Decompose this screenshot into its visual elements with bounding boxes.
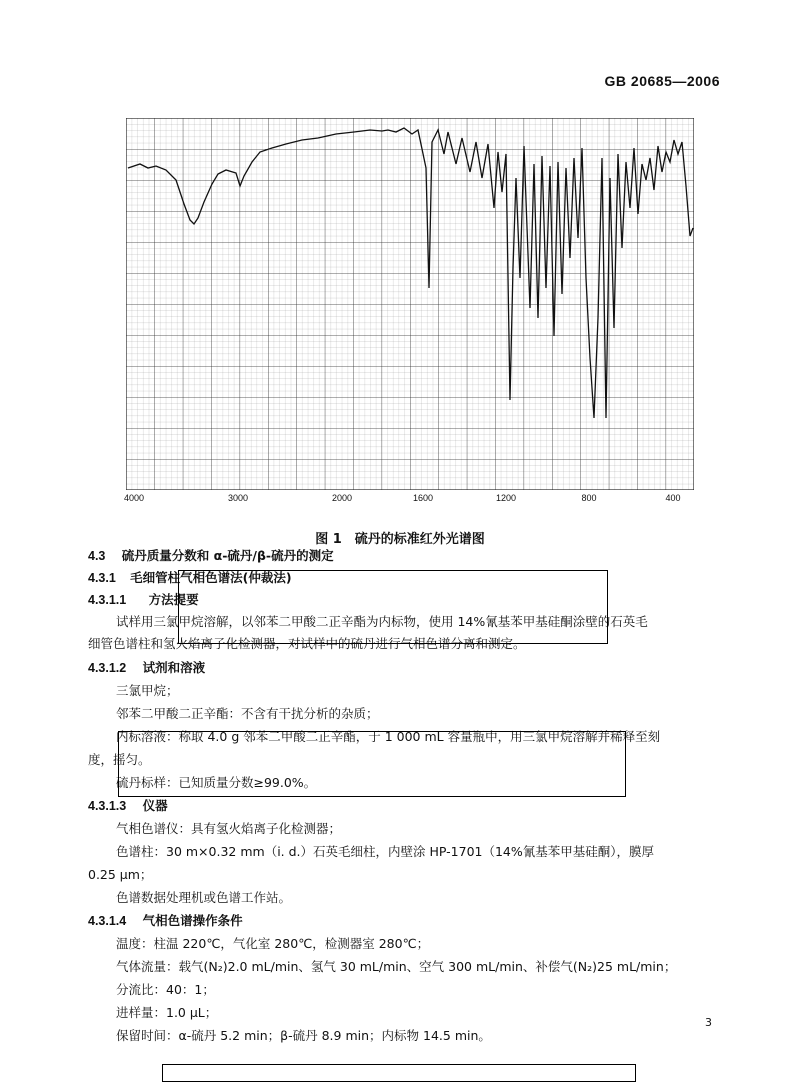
ir-spectrum-chart	[126, 118, 694, 490]
section-title: 试剂和溶液	[142, 660, 206, 675]
section-title: 硫丹质量分数和 α-硫丹/β-硫丹的测定	[121, 548, 334, 563]
principle-line-1: 试样用三氯甲烷溶解，以邻苯二甲酸二正辛酯为内标物，使用 14%氰基苯甲基硅酮涂壁的石英毛	[116, 614, 648, 629]
reagent-line-5: 硫丹标样：已知质量分数≥99.0%。	[116, 775, 317, 790]
reagent-line-1: 三氯甲烷；	[116, 683, 179, 698]
condition-line-5: 保留时间：α-硫丹 5.2 min；β-硫丹 8.9 min；内标物 14.5 min。	[116, 1028, 491, 1043]
section-title: 仪器	[142, 798, 168, 813]
section-4-3	[88, 548, 334, 564]
overlay-box-2	[118, 731, 626, 797]
condition-line-4: 进样量：1.0 μL；	[116, 1005, 218, 1020]
overlay-box-1	[178, 570, 608, 644]
overlay-box-3	[162, 1064, 636, 1082]
section-number: 4.3	[88, 549, 106, 563]
reagent-line-2: 邻苯二甲酸二正辛酯：不含有干扰分析的杂质；	[116, 706, 379, 721]
section-title: 气相色谱操作条件	[142, 913, 243, 928]
section-number: 4.3.1.3	[88, 799, 127, 813]
standard-number: GB 20685—2006	[604, 73, 720, 89]
instrument-line-4: 色谱数据处理机或色谱工作站。	[116, 890, 292, 905]
condition-line-1: 温度：柱温 220℃，气化室 280℃，检测器室 280℃；	[116, 936, 430, 951]
x-axis-ticks	[110, 493, 710, 509]
x-tick: 2000	[331, 493, 353, 503]
x-tick: 400	[665, 493, 681, 503]
reagent-line-3: 内标溶液：称取 4.0 g 邻苯二甲酸二正辛酯，于 1 000 mL 容量瓶中，用三氯甲烷溶解并稀释至刻	[116, 729, 661, 744]
x-tick: 800	[581, 493, 597, 503]
figure-caption: 图 1 硫丹的标准红外光谱图	[315, 532, 485, 547]
section-number: 4.3.1.1	[88, 593, 127, 607]
page-number: 3	[705, 1016, 712, 1029]
x-tick: 1200	[495, 493, 517, 503]
section-title: 毛细管柱气相色谱法(仲裁法)	[130, 570, 292, 585]
x-tick: 1600	[412, 493, 434, 503]
x-tick: 4000	[123, 493, 145, 503]
reagent-line-4: 度，摇匀。	[88, 752, 151, 767]
section-title: 方法提要	[148, 592, 199, 607]
principle-line-2: 细管色谱柱和氢火焰离子化检测器，对试样中的硫丹进行气相色谱分离和测定。	[88, 636, 526, 651]
instrument-line-1: 气相色谱仪：具有氢火焰离子化检测器；	[116, 821, 342, 836]
instrument-line-2: 色谱柱：30 m×0.32 mm（i. d.）石英毛细柱，内壁涂 HP-1701（14%氰基苯甲基硅酮），膜厚	[116, 844, 655, 859]
section-number: 4.3.1	[88, 571, 116, 585]
x-tick: 3000	[227, 493, 249, 503]
section-4-3-1-2	[88, 660, 205, 676]
section-number: 4.3.1.4	[88, 914, 127, 928]
section-4-3-1-3	[88, 798, 168, 814]
instrument-line-3: 0.25 μm；	[88, 867, 153, 882]
chart-grid	[126, 118, 694, 490]
section-number: 4.3.1.2	[88, 661, 127, 675]
condition-line-2: 气体流量：载气(N₂)2.0 mL/min、氢气 30 mL/min、空气 300 mL/min、补偿气(N₂)25 mL/min；	[116, 959, 677, 974]
condition-line-3: 分流比：40：1；	[116, 982, 215, 997]
section-4-3-1-4	[88, 913, 243, 929]
